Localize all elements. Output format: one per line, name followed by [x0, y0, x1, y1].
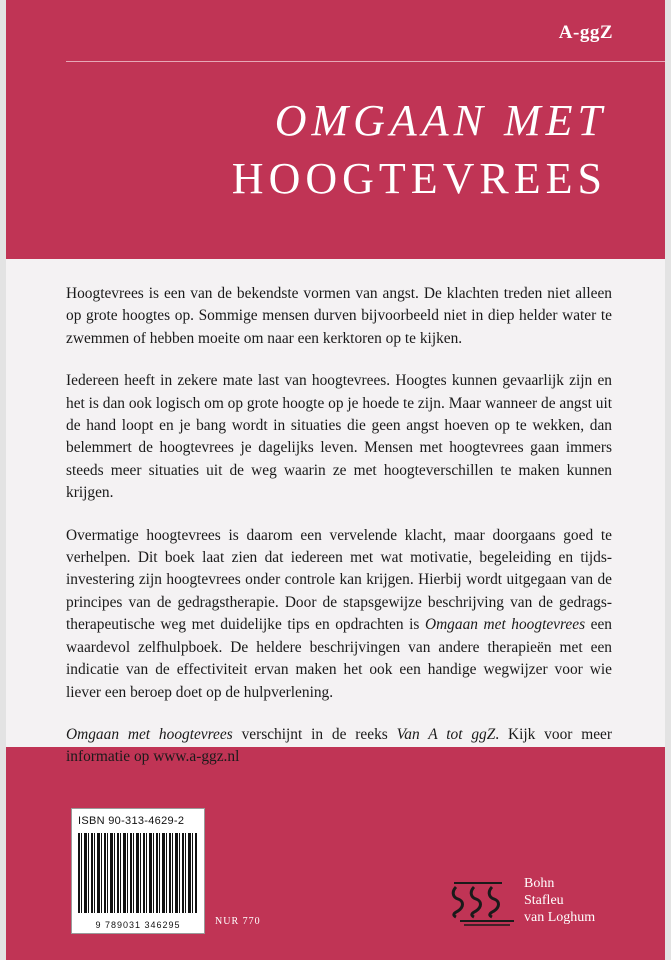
top-divider — [66, 61, 665, 62]
barcode-bars — [78, 833, 198, 913]
publisher — [450, 875, 630, 935]
blurb-text — [66, 283, 612, 769]
paragraph-4-series-name: Van A tot ggZ — [396, 725, 496, 743]
paragraph-3-text-a: Overmatige hoogtevrees is daarom een vervelende klacht, maar doorgaans goed te verhelpen. Dit boek laat zien dat iedereen met wat motivatie, begeleiding en tijds-investering zijn hoogtevrees onder controle kan krijgen. Hierbij wordt uitgegaan van de principes van de gedragstherapie. Door de stapsgewijze beschrijving van de gedrags-therapeutische weg met duidelijke tips en opdrachten is — [66, 526, 612, 634]
publisher-name-line-3: van Loghum — [524, 910, 596, 925]
paragraph-3-book-title: Omgaan met hoogtevrees — [424, 616, 586, 634]
back-cover — [6, 0, 665, 960]
book-title — [232, 92, 607, 208]
barcode-digits: 9 789031 346295 — [95, 920, 181, 930]
blurb-paragraph-4 — [66, 724, 612, 769]
blurb-paragraph-2: Iedereen heeft in zekere mate last van hoogtevrees. Hoogtes kunnen gevaarlijk zijn en het is dan ook logisch om op grote hoogte op je hoede te zijn. Maar wanneer de angst uit de hand loopt en je bang wordt in situaties die geen angst hoeven op te wekken, dan belemmert de hoogtevrees je dagelijks leven. Mensen met hoogtevrees gaan immers steeds meer situaties uit de weg waarin ze met hoogteverschillen te maken kunnen krijgen. — [66, 372, 612, 502]
nur-code: NUR 770 — [215, 916, 261, 927]
paragraph-4-text-a: verschijnt in de reeks — [232, 725, 397, 743]
publisher-name — [524, 875, 595, 926]
paragraph-4-text-b: . Kijk voor meer informatie op www.a-ggz.nl — [66, 725, 612, 766]
title-line-1: OMGAAN MET — [274, 96, 607, 145]
blurb-paragraph-3 — [66, 525, 612, 704]
isbn-label: ISBN 90-313-4629-2 — [78, 815, 185, 827]
series-label: A-ggZ — [558, 22, 613, 43]
blurb-paragraph-1: Hoogtevrees is een van de bekendste vormen van angst. De klachten treden niet alleen op grote hoogtes op. Sommige mensen durven bijvoorbeeld niet in diep helder water te zwemmen of hebben moeite om naar een kerktoren op te kijken. — [66, 285, 612, 347]
publisher-name-line-2: Stafleu — [524, 893, 564, 908]
title-line-2: HOOGTEVREES — [231, 154, 607, 203]
publisher-logo-icon — [450, 877, 516, 927]
publisher-name-line-1: Bohn — [524, 876, 555, 891]
paragraph-3-text-b: een waardevol zelfhulpboek. De heldere beschrijvingen van andere therapieën met een indicatie van de effectiviteit ervan maken het ook een handige wegwijzer voor wie liever een beroep doet op de hulpverlening. — [66, 616, 612, 701]
barcode — [71, 808, 205, 934]
paragraph-4-book-title: Omgaan met hoogtevrees — [66, 725, 233, 743]
